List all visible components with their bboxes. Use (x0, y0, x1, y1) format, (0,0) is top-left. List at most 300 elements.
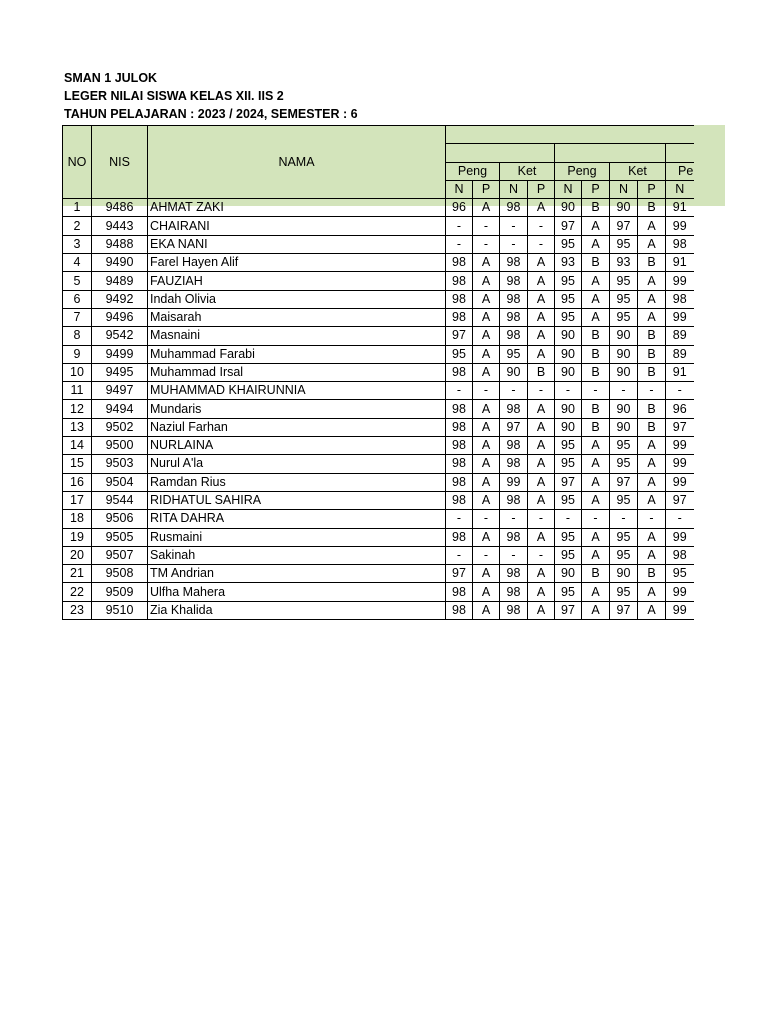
cell-no: 20 (63, 546, 92, 564)
cell-grade: - (500, 217, 528, 235)
cell-grade: 98 (446, 601, 473, 619)
cell-grade: 93 (610, 254, 638, 272)
cell-nis: 9508 (92, 565, 148, 583)
table-row (63, 473, 694, 491)
cell-nis: 9506 (92, 510, 148, 528)
cell-grade: 99 (666, 308, 694, 326)
cell-grade: A (638, 601, 666, 619)
cell-grade: A (528, 565, 555, 583)
cell-grade: 90 (610, 400, 638, 418)
table-row (63, 217, 694, 235)
cell-grade: - (446, 235, 473, 253)
cell-grade: A (473, 327, 500, 345)
cell-grade: A (473, 363, 500, 381)
cell-grade: 91 (666, 254, 694, 272)
table-row (63, 418, 694, 436)
cell-grade: A (473, 491, 500, 509)
table-row (63, 382, 694, 400)
cell-grade: 90 (610, 345, 638, 363)
cell-grade: 90 (610, 363, 638, 381)
cell-nis: 9486 (92, 199, 148, 217)
cell-grade: 98 (666, 546, 694, 564)
col-header-nama: NAMA (148, 126, 446, 199)
cell-grade: - (638, 382, 666, 400)
table-row (63, 327, 694, 345)
cell-grade: A (528, 437, 555, 455)
cell-nama: Ulfha Mahera (148, 583, 446, 601)
cell-grade: 93 (555, 254, 582, 272)
cell-grade: - (446, 546, 473, 564)
cell-nis: 9504 (92, 473, 148, 491)
group-header-peng-2: Peng (555, 162, 610, 180)
group-header-ket-2: Ket (610, 162, 666, 180)
cell-nama: RIDHATUL SAHIRA (148, 491, 446, 509)
cell-no: 13 (63, 418, 92, 436)
table-body (63, 199, 694, 620)
cell-no: 1 (63, 199, 92, 217)
cell-nis: 9500 (92, 437, 148, 455)
cell-nis: 9488 (92, 235, 148, 253)
cell-grade: B (638, 345, 666, 363)
cell-grade: - (528, 546, 555, 564)
cell-grade: 97 (555, 601, 582, 619)
cell-grade: 90 (555, 327, 582, 345)
cell-grade: A (638, 491, 666, 509)
cell-grade: 95 (555, 308, 582, 326)
cell-grade: 98 (446, 254, 473, 272)
cell-nis: 9489 (92, 272, 148, 290)
cell-nis: 9490 (92, 254, 148, 272)
cell-grade: - (582, 382, 610, 400)
sub-header-p: P (473, 180, 500, 198)
cell-nis: 9499 (92, 345, 148, 363)
cell-no: 7 (63, 308, 92, 326)
cell-grade: - (446, 382, 473, 400)
sub-header-p: P (638, 180, 666, 198)
cell-grade: 95 (555, 528, 582, 546)
cell-grade: B (582, 565, 610, 583)
cell-grade: 89 (666, 345, 694, 363)
cell-grade: 97 (446, 327, 473, 345)
cell-no: 9 (63, 345, 92, 363)
cell-no: 3 (63, 235, 92, 253)
cell-grade: B (582, 400, 610, 418)
cell-no: 18 (63, 510, 92, 528)
cell-nama: Muhammad Irsal (148, 363, 446, 381)
col-header-nis: NIS (92, 126, 148, 199)
cell-grade: 95 (610, 583, 638, 601)
cell-nama: AHMAT ZAKI (148, 199, 446, 217)
cell-grade: B (582, 345, 610, 363)
cell-grade: A (638, 546, 666, 564)
cell-grade: 98 (446, 455, 473, 473)
cell-grade: - (555, 382, 582, 400)
cell-grade: A (638, 272, 666, 290)
cell-grade: A (528, 528, 555, 546)
cell-no: 22 (63, 583, 92, 601)
cell-grade: 96 (446, 199, 473, 217)
cell-grade: 98 (500, 327, 528, 345)
cell-nama: TM Andrian (148, 565, 446, 583)
sub-header-p: P (582, 180, 610, 198)
cell-grade: 98 (500, 308, 528, 326)
cell-nama: Rusmaini (148, 528, 446, 546)
cell-grade: 98 (500, 272, 528, 290)
cell-no: 17 (63, 491, 92, 509)
cell-grade: 99 (666, 455, 694, 473)
cell-grade: - (528, 382, 555, 400)
cell-grade: A (528, 254, 555, 272)
table-row (63, 583, 694, 601)
sub-header-n: N (610, 180, 638, 198)
cell-grade: 96 (666, 400, 694, 418)
grades-table (62, 125, 694, 620)
table-row (63, 235, 694, 253)
cell-grade: 97 (555, 217, 582, 235)
table-row (63, 345, 694, 363)
cell-grade: - (473, 235, 500, 253)
cell-no: 21 (63, 565, 92, 583)
cell-grade: 95 (555, 290, 582, 308)
table-row (63, 272, 694, 290)
cell-grade: 90 (555, 565, 582, 583)
cell-grade: 98 (500, 437, 528, 455)
document-title-block (64, 69, 358, 123)
cell-grade: A (473, 254, 500, 272)
cell-grade: A (638, 437, 666, 455)
cell-grade: A (582, 308, 610, 326)
cell-grade: A (473, 272, 500, 290)
cell-grade: 98 (500, 583, 528, 601)
cell-grade: 90 (610, 199, 638, 217)
cell-grade: A (528, 199, 555, 217)
cell-grade: A (473, 528, 500, 546)
cell-nis: 9544 (92, 491, 148, 509)
cell-grade: 95 (555, 272, 582, 290)
cell-grade: A (473, 199, 500, 217)
cell-grade: 99 (666, 583, 694, 601)
cell-grade: - (528, 510, 555, 528)
cell-grade: A (528, 418, 555, 436)
cell-grade: - (473, 546, 500, 564)
cell-grade: 98 (446, 418, 473, 436)
cell-grade: 95 (610, 437, 638, 455)
sub-header-n: N (500, 180, 528, 198)
cell-grade: 99 (500, 473, 528, 491)
cell-nama: FAUZIAH (148, 272, 446, 290)
cell-grade: 90 (610, 565, 638, 583)
cell-nama: NURLAINA (148, 437, 446, 455)
cell-grade: 99 (666, 437, 694, 455)
cell-grade: A (582, 583, 610, 601)
cell-nama: MUHAMMAD KHAIRUNNIA (148, 382, 446, 400)
cell-nis: 9542 (92, 327, 148, 345)
cell-nis: 9502 (92, 418, 148, 436)
cell-grade: 95 (610, 455, 638, 473)
cell-no: 15 (63, 455, 92, 473)
cell-grade: 97 (555, 473, 582, 491)
cell-grade: 98 (500, 290, 528, 308)
cell-grade: 97 (446, 565, 473, 583)
cell-grade: A (473, 400, 500, 418)
cell-grade: A (582, 601, 610, 619)
cell-grade: 95 (610, 272, 638, 290)
cell-no: 10 (63, 363, 92, 381)
cell-grade: A (582, 455, 610, 473)
table-row (63, 528, 694, 546)
group-header-ket-1: Ket (500, 162, 555, 180)
cell-grade: 98 (446, 473, 473, 491)
cell-grade: - (473, 382, 500, 400)
cell-grade: 99 (666, 528, 694, 546)
table-row (63, 491, 694, 509)
table-row (63, 290, 694, 308)
cell-grade: - (500, 235, 528, 253)
cell-no: 5 (63, 272, 92, 290)
table-row (63, 400, 694, 418)
cell-grade: 95 (610, 308, 638, 326)
school-name: SMAN 1 JULOK (64, 71, 158, 85)
cell-grade: 98 (446, 437, 473, 455)
cell-grade: A (473, 601, 500, 619)
cell-grade: A (473, 473, 500, 491)
cell-grade: A (638, 528, 666, 546)
cell-grade: 95 (555, 455, 582, 473)
cell-nis: 9509 (92, 583, 148, 601)
cell-grade: A (473, 418, 500, 436)
cell-nama: Ramdan Rius (148, 473, 446, 491)
cell-grade: 90 (500, 363, 528, 381)
cell-grade: A (528, 455, 555, 473)
cell-grade: 90 (555, 363, 582, 381)
cell-grade: B (638, 327, 666, 345)
cell-grade: A (528, 400, 555, 418)
semester-block-2 (555, 144, 666, 162)
cell-grade: - (446, 510, 473, 528)
table-header (63, 126, 694, 199)
cell-nis: 9496 (92, 308, 148, 326)
cell-nama: Muhammad Farabi (148, 345, 446, 363)
cell-grade: 97 (666, 418, 694, 436)
cell-grade: B (582, 327, 610, 345)
cell-no: 16 (63, 473, 92, 491)
cell-grade: 95 (666, 565, 694, 583)
cell-grade: 91 (666, 199, 694, 217)
cell-nis: 9507 (92, 546, 148, 564)
cell-grade: - (666, 382, 694, 400)
sub-header-p: P (528, 180, 555, 198)
cell-grade: 90 (610, 418, 638, 436)
cell-grade: A (638, 455, 666, 473)
cell-grade: A (528, 491, 555, 509)
cell-grade: 90 (610, 327, 638, 345)
cell-grade: - (500, 382, 528, 400)
semester-block-1 (446, 144, 555, 162)
table-row (63, 455, 694, 473)
table-row (63, 199, 694, 217)
cell-nama: Nurul A'la (148, 455, 446, 473)
cell-grade: 98 (446, 363, 473, 381)
cell-grade: 98 (500, 528, 528, 546)
cell-grade: 95 (610, 290, 638, 308)
cell-grade: A (473, 565, 500, 583)
cell-grade: A (473, 437, 500, 455)
cell-grade: 98 (500, 199, 528, 217)
cell-grade: - (446, 217, 473, 235)
cell-grade: A (582, 290, 610, 308)
cell-grade: 98 (446, 583, 473, 601)
cell-grade: - (500, 510, 528, 528)
cell-grade: B (582, 199, 610, 217)
table-row (63, 565, 694, 583)
cell-nis: 9494 (92, 400, 148, 418)
table-row (63, 437, 694, 455)
subject-header-blank (446, 126, 694, 144)
cell-grade: B (638, 418, 666, 436)
cell-grade: B (638, 565, 666, 583)
cell-grade: 95 (610, 491, 638, 509)
cell-grade: - (582, 510, 610, 528)
cell-grade: B (582, 254, 610, 272)
cell-grade: 95 (610, 528, 638, 546)
cell-nis: 9510 (92, 601, 148, 619)
cell-grade: 90 (555, 418, 582, 436)
cell-grade: 98 (500, 254, 528, 272)
table-row (63, 254, 694, 272)
cell-grade: A (528, 290, 555, 308)
sub-header-n: N (666, 180, 694, 198)
cell-grade: 98 (446, 491, 473, 509)
cell-grade: B (528, 363, 555, 381)
cell-no: 2 (63, 217, 92, 235)
table-row (63, 510, 694, 528)
cell-grade: B (638, 254, 666, 272)
cell-grade: A (473, 308, 500, 326)
cell-grade: A (582, 235, 610, 253)
cell-nama: Naziul Farhan (148, 418, 446, 436)
cell-grade: A (638, 235, 666, 253)
cell-nis: 9503 (92, 455, 148, 473)
header-row-1 (63, 126, 694, 144)
cell-grade: 97 (666, 491, 694, 509)
cell-nis: 9492 (92, 290, 148, 308)
cell-grade: 98 (666, 290, 694, 308)
cell-grade: B (638, 363, 666, 381)
cell-grade: A (528, 327, 555, 345)
cell-grade: A (528, 601, 555, 619)
cell-grade: 98 (500, 565, 528, 583)
cell-grade: - (555, 510, 582, 528)
cell-grade: 95 (610, 235, 638, 253)
cell-grade: - (528, 217, 555, 235)
cell-grade: A (638, 583, 666, 601)
cell-grade: 97 (610, 473, 638, 491)
cell-grade: A (528, 308, 555, 326)
cell-grade: - (473, 510, 500, 528)
cell-no: 11 (63, 382, 92, 400)
cell-nama: Maisarah (148, 308, 446, 326)
table-row (63, 601, 694, 619)
cell-grade: 95 (500, 345, 528, 363)
cell-grade: 90 (555, 400, 582, 418)
cell-no: 23 (63, 601, 92, 619)
cell-grade: 89 (666, 327, 694, 345)
cell-grade: 97 (500, 418, 528, 436)
cell-grade: A (638, 217, 666, 235)
cell-grade: B (582, 363, 610, 381)
cell-nis: 9505 (92, 528, 148, 546)
cell-nis: 9443 (92, 217, 148, 235)
cell-grade: 90 (555, 199, 582, 217)
cell-grade: A (473, 290, 500, 308)
cell-grade: A (528, 345, 555, 363)
cell-grade: 95 (555, 491, 582, 509)
group-header-pe-3: Pe (666, 162, 694, 180)
cell-nama: Indah Olivia (148, 290, 446, 308)
table-row (63, 308, 694, 326)
cell-grade: - (610, 382, 638, 400)
cell-grade: 95 (555, 583, 582, 601)
cell-grade: 98 (446, 400, 473, 418)
cell-nama: Masnaini (148, 327, 446, 345)
cell-grade: 99 (666, 601, 694, 619)
cell-grade: A (528, 583, 555, 601)
cell-grade: - (610, 510, 638, 528)
cell-grade: 95 (555, 235, 582, 253)
sub-header-n: N (555, 180, 582, 198)
cell-grade: 99 (666, 272, 694, 290)
cell-grade: A (638, 308, 666, 326)
cell-grade: A (473, 583, 500, 601)
cell-grade: 99 (666, 217, 694, 235)
report-title: LEGER NILAI SISWA KELAS XII. IIS 2 (64, 89, 284, 103)
cell-no: 4 (63, 254, 92, 272)
cell-grade: A (528, 473, 555, 491)
cell-grade: A (582, 437, 610, 455)
cell-grade: B (582, 418, 610, 436)
cell-no: 8 (63, 327, 92, 345)
table-row (63, 363, 694, 381)
cell-nis: 9495 (92, 363, 148, 381)
table-row (63, 546, 694, 564)
cell-nama: RITA DAHRA (148, 510, 446, 528)
group-header-peng-1: Peng (446, 162, 500, 180)
cell-nama: CHAIRANI (148, 217, 446, 235)
cell-nama: Zia Khalida (148, 601, 446, 619)
sub-header-n: N (446, 180, 473, 198)
cell-grade: - (638, 510, 666, 528)
cell-no: 14 (63, 437, 92, 455)
cell-grade: 95 (555, 546, 582, 564)
cell-grade: 98 (446, 308, 473, 326)
cell-grade: A (582, 473, 610, 491)
cell-grade: 90 (555, 345, 582, 363)
cell-grade: 95 (555, 437, 582, 455)
cell-nama: Sakinah (148, 546, 446, 564)
cell-no: 12 (63, 400, 92, 418)
cell-grade: - (666, 510, 694, 528)
cell-grade: 91 (666, 363, 694, 381)
cell-grade: 98 (446, 528, 473, 546)
cell-grade: 98 (500, 491, 528, 509)
academic-year: TAHUN PELAJARAN : 2023 / 2024, SEMESTER : 6 (64, 107, 358, 121)
cell-grade: A (582, 546, 610, 564)
cell-grade: A (528, 272, 555, 290)
cell-grade: 98 (500, 455, 528, 473)
cell-grade: 98 (446, 272, 473, 290)
cell-grade: 97 (610, 601, 638, 619)
cell-no: 6 (63, 290, 92, 308)
